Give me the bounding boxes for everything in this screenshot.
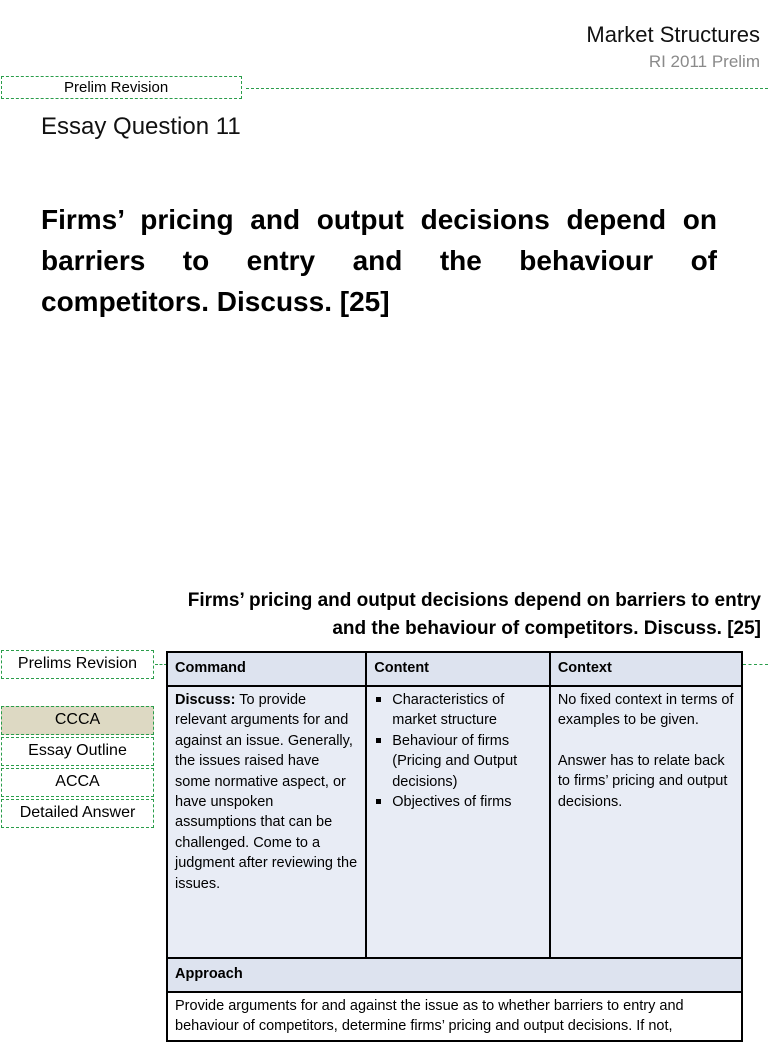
header-subtitle: RI 2011 Prelim bbox=[648, 52, 760, 71]
tag-divider bbox=[246, 88, 768, 89]
slide2-question bbox=[121, 587, 761, 643]
ccca-table bbox=[166, 651, 743, 1042]
right-connector bbox=[743, 664, 768, 665]
header-title: Market Structures bbox=[586, 22, 760, 47]
question-line-2: barriers to entry and the behaviour of bbox=[41, 245, 717, 276]
command-term: Discuss: bbox=[175, 692, 236, 708]
approach-body-row bbox=[167, 992, 742, 1041]
approach-text: Provide arguments for and against the issue as to whether barriers to entry and behaviour of competitors, determine firms’ pricing and output decisions. If not, bbox=[167, 992, 742, 1041]
list-item: Behaviour of firms (Pricing and Output decisions) bbox=[392, 731, 542, 792]
context-cell bbox=[550, 686, 742, 958]
content-list bbox=[374, 690, 542, 812]
nav-detailed-answer[interactable]: Detailed Answer bbox=[1, 799, 154, 828]
list-item: Objectives of firms bbox=[392, 792, 542, 812]
nav-acca[interactable]: ACCA bbox=[1, 768, 154, 797]
question-text bbox=[41, 199, 717, 322]
nav-ccca[interactable]: CCCA bbox=[1, 706, 154, 735]
prelim-revision-tag[interactable]: Prelim Revision bbox=[1, 76, 242, 99]
header-content: Content bbox=[366, 652, 550, 686]
essay-heading: Essay Question 11 bbox=[41, 113, 241, 140]
header-context: Context bbox=[550, 652, 742, 686]
nav-essay-outline[interactable]: Essay Outline bbox=[1, 737, 154, 766]
context-paragraph-2: Answer has to relate back to firms’ pricing and output decisions. bbox=[557, 752, 728, 810]
content-cell bbox=[366, 686, 550, 958]
question-line-3: competitors. Discuss. [25] bbox=[41, 286, 390, 317]
list-item: Characteristics of market structure bbox=[392, 690, 542, 731]
approach-header: Approach bbox=[167, 958, 742, 992]
slide2-question-line-1: Firms’ pricing and output decisions depend on barriers to entry bbox=[187, 590, 761, 611]
slide2-question-line-2: and the behaviour of competitors. Discuss. [25] bbox=[332, 618, 761, 639]
question-line-1: Firms’ pricing and output decisions depend on bbox=[41, 204, 717, 235]
command-text: To provide relevant arguments for and against an issue. Generally, the issues raised have some normative aspect, or have unspoken assumptions that can be challenged. Come to a judgment after reviewing the issues. bbox=[175, 692, 358, 892]
table-body-row bbox=[167, 686, 742, 958]
header-command: Command bbox=[167, 652, 366, 686]
approach-header-row bbox=[167, 958, 742, 992]
context-paragraph-1: No fixed context in terms of examples to be given. bbox=[557, 692, 734, 729]
table-header-row bbox=[167, 652, 742, 686]
prelims-revision-button[interactable]: Prelims Revision bbox=[1, 650, 154, 679]
command-cell bbox=[167, 686, 366, 958]
